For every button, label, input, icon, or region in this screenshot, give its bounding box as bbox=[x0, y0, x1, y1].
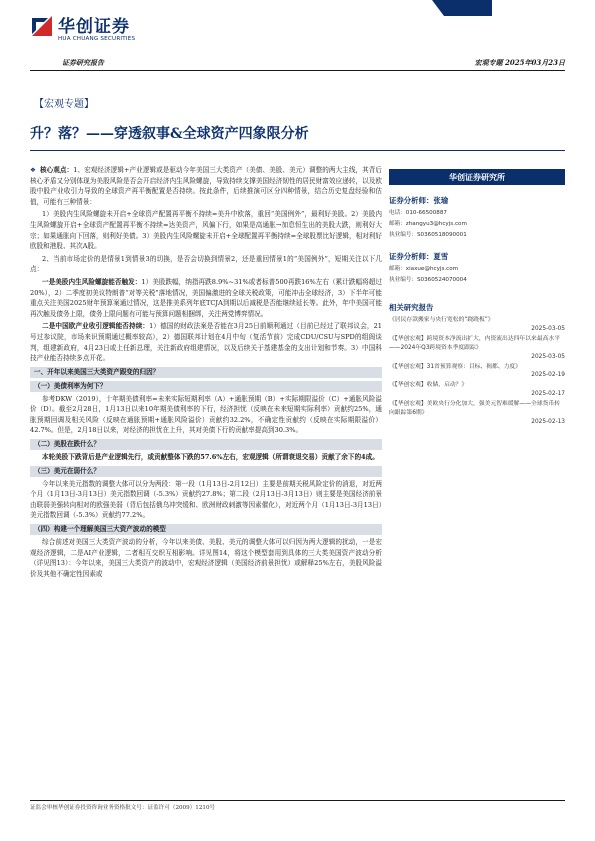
main-content bbox=[30, 165, 382, 581]
analyst-1-name-line: 证券分析师：张瑜 bbox=[389, 196, 449, 205]
subsection-heading-dollar: （三）美元在弱什么？ bbox=[30, 466, 382, 477]
related-report-title[interactable]: 《居民存款搬家与央行宽松的“跷跷板”》 bbox=[389, 317, 494, 323]
report-category: 【宏观专题】 bbox=[34, 99, 94, 110]
analyst-2-name-line: 证券分析师：夏雪 bbox=[389, 252, 449, 261]
logo-mark-icon bbox=[30, 14, 54, 38]
corner-decoration bbox=[432, 0, 492, 16]
analyst-card-2 bbox=[389, 251, 565, 286]
header-divider bbox=[30, 70, 565, 71]
related-reports-list bbox=[389, 316, 565, 425]
analyst-1-email[interactable]: 邮箱：zhangyu3@hcyjs.com bbox=[389, 221, 467, 227]
equities-paragraph: 本轮美股下跌背后是产业逻辑先行，或贡献整体下跌的57.6%左右，宏观逻辑（所谓衰退交易）贡献了余下的4成。 bbox=[42, 453, 379, 462]
report-title: 升？落？——穿透叙事&全球资产四象限分析 bbox=[30, 126, 309, 142]
analyst-1-cert: 执业编号：S0360518090001 bbox=[389, 232, 467, 238]
core-view-paragraph: ❖ 核心观点：1、宏观经济逻辑+产业逻辑或是驱动今年美国三大类资产（美债、美股、美元）调整的两大主线，其背后核心矛盾又分别体现为美股风险是否会开启经济内生风险螺旋，导致持续支撑美国经济韧性的居民财富效应递转，以及欧股中股产业收引力导致的全球资产再平衡配置是否持续。按此条件，后续推演可区分四种情景，结合历史复盘经验和估值，可能有三种情景： bbox=[30, 166, 383, 206]
related-report-title[interactable]: 《【华创宏观】31省预算观察：目标、揭都、力度》 bbox=[389, 363, 522, 370]
related-report-date: 2025-03-05 bbox=[531, 325, 565, 332]
report-type-label: 证券研究报告 bbox=[62, 58, 104, 67]
logo-chinese-name: 华创证券 bbox=[58, 17, 130, 37]
related-report-title[interactable]: 《【华创宏观】收储，启动？》 bbox=[389, 382, 468, 388]
core-view-label: 核心观点： bbox=[39, 166, 74, 174]
title-divider bbox=[30, 150, 565, 151]
related-report-date: 2025-02-19 bbox=[531, 372, 565, 378]
footer-divider bbox=[30, 800, 565, 801]
bullet-diamond-icon: ❖ bbox=[30, 166, 36, 174]
related-report-title[interactable]: 《【华创宏观】美欧央行分化加大，强美元智难缓解——全球货币转向跟踪第6期》 bbox=[389, 400, 561, 416]
related-report-date: 2025-02-13 bbox=[531, 418, 565, 425]
logo-english-name: HUA CHUANG SECURITIES bbox=[58, 36, 136, 42]
footer-disclaimer: 证监会审核华创证券投资咨询业务资格批文号：证监许可（2009）1210号 bbox=[30, 805, 216, 811]
pricing-paragraph: 2、当前市场定价的是情景1到情景3的切换，是否会切换到情景2，还是重回情景1的“美国例外”，短期关注以下几点： bbox=[30, 254, 382, 274]
subsection-heading-equities: （二）美股在跌什么？ bbox=[30, 439, 382, 450]
dollar-paragraph: 今年以来美元指数的调整大体可以分为两段：第一段（1月13日-2月12日）主要是前期关税风险定价的消退，对近两个月（1月13日-3月13日）美元指数回调（-5.3%）贡献约27.8%；第二段（2月13日-3月13日）则主要是美国经济前景由联弱美强转向相对的欧强美弱（背后包括俄乌冲突缓和、欧洲财政刺激等因素催化），对近两个月（1月13日-3月13日）美元指数回调（-5.3%）贡献约77.2%。 bbox=[30, 479, 382, 520]
related-report-date: 2025-03-05 bbox=[531, 353, 565, 360]
analyst-card-1 bbox=[389, 195, 565, 241]
subsection-heading-model: （四）构建一个理解美国三大资产波动的模型 bbox=[30, 524, 382, 535]
section-heading-1: 一、开年以来美国三大类资产跟变的归因？ bbox=[30, 367, 382, 378]
bonds-paragraph: 参考DKW（2019），十年期美债利率=未来实际短期利率（A）+通胀预期（B）+实际期限溢价（C）+通胀风险溢价（D）。截至2月28日，1月13日以来10年期美债利率的下行，经济担忧（反映在未来短期实际利率）贡献约25%，通胀预期回调及相关风险（反映在通胀预期+通胀风险溢价）贡献约32.2%，不确定性贡献约（反映在实际期限溢价）42.7%。但是，2月18日以来，对经济的担忧在上升，其对美债下行的贡献率提高到30.3%。 bbox=[30, 394, 382, 435]
analyst-2-cert: 执业编号：S0360524070004 bbox=[389, 277, 467, 283]
analyst-1-phone: 电话：010-66500887 bbox=[389, 210, 447, 216]
related-report-date: 2025-02-17 bbox=[531, 390, 565, 397]
model-paragraph: 综合前述对美国三大类资产波动的分析，今年以来美债、美股、美元的调整大体可以归因为两大逻辑的扰动，一是宏观经济逻辑，二是AI产业逻辑，二者相互交织互相影响。详见图14，将这个模型套用到具体的三大类美国资产波动分析（详见图13）：今年以来，美国三大类资产的波动中，宏观经济逻辑（美国经济前景担忧）或解释25%左右，美股风险溢价及其他不确定性因素或 bbox=[30, 538, 382, 578]
related-reports-heading: 相关研究报告 bbox=[389, 303, 434, 312]
subsection-heading-bonds: （一）美债利率为何下？ bbox=[30, 381, 382, 392]
scenario-paragraph: 1）美股内生风险螺旋未开启+全球资产配置再平衡不持续=美升中欧落，重回“美国例外”，最利好美股。2）美股内生风险螺旋开启+全球资产配置再平衡不持续=达美资产，风偏下行，如果是高通胀→加息恒生出的美股大跌，则利好大宗；如果通胀向下回落，则利好美债。3）美股内生风险螺旋未开启+全球配置再平衡持续=全球股票比好逻辑，相对利好欧股和港股、其次A股。 bbox=[30, 210, 382, 251]
us-risk-paragraph: 一是美股内生风险螺旋能否触发：1）美股跌幅，纳指再跌8.9%~31%或者标普500再跌16%左右（累计跌幅将超过20%），2）二季度初美议特朗普“对等关税”落地情况，美国偏激进的全球关税政策，可能冲击全球经济，3）下半年可能重点关注美国2025财年预算案通过情况，这是推美系列年底TCJA到期以后减税是否能继续延长等。此外，年中美国可能再次触及债务上限，债务上限问题有可能与预算问题相捆绑，关注两党博弈情况。 bbox=[30, 277, 382, 318]
company-logo bbox=[30, 12, 150, 54]
research-institute-header: 华创证券研究所 bbox=[389, 169, 565, 185]
related-report-title[interactable]: 《【华创宏观】跨境资本净流出扩大，内资流出达四年以来最高水平——2024年Q3跨境资本季度跟踪》 bbox=[389, 335, 561, 351]
report-date: 宏观专题 2025年03月23日 bbox=[474, 58, 565, 67]
china-europe-paragraph: 二是中国欧产业收引逻辑能否持续：1）德国的财政法案是否能在3月25日前顺利通过（目前已经过了联邦议会，21号过参议院，市场来识预期通过概率较高），2）德国联邦计划在4月中旬（复活节前）完成CDU/CSU与SPD的组阁谈判，组建新政府，4月23日或上任新总理，关注新政府组建情况，以及后续关于基建基金的支出计划和节奏。3）中国科技产业能否持续多点开花。 bbox=[30, 322, 383, 363]
analyst-2-email[interactable]: 邮箱：xiaxue@hcyjs.com bbox=[389, 266, 459, 272]
sidebar bbox=[389, 169, 565, 425]
